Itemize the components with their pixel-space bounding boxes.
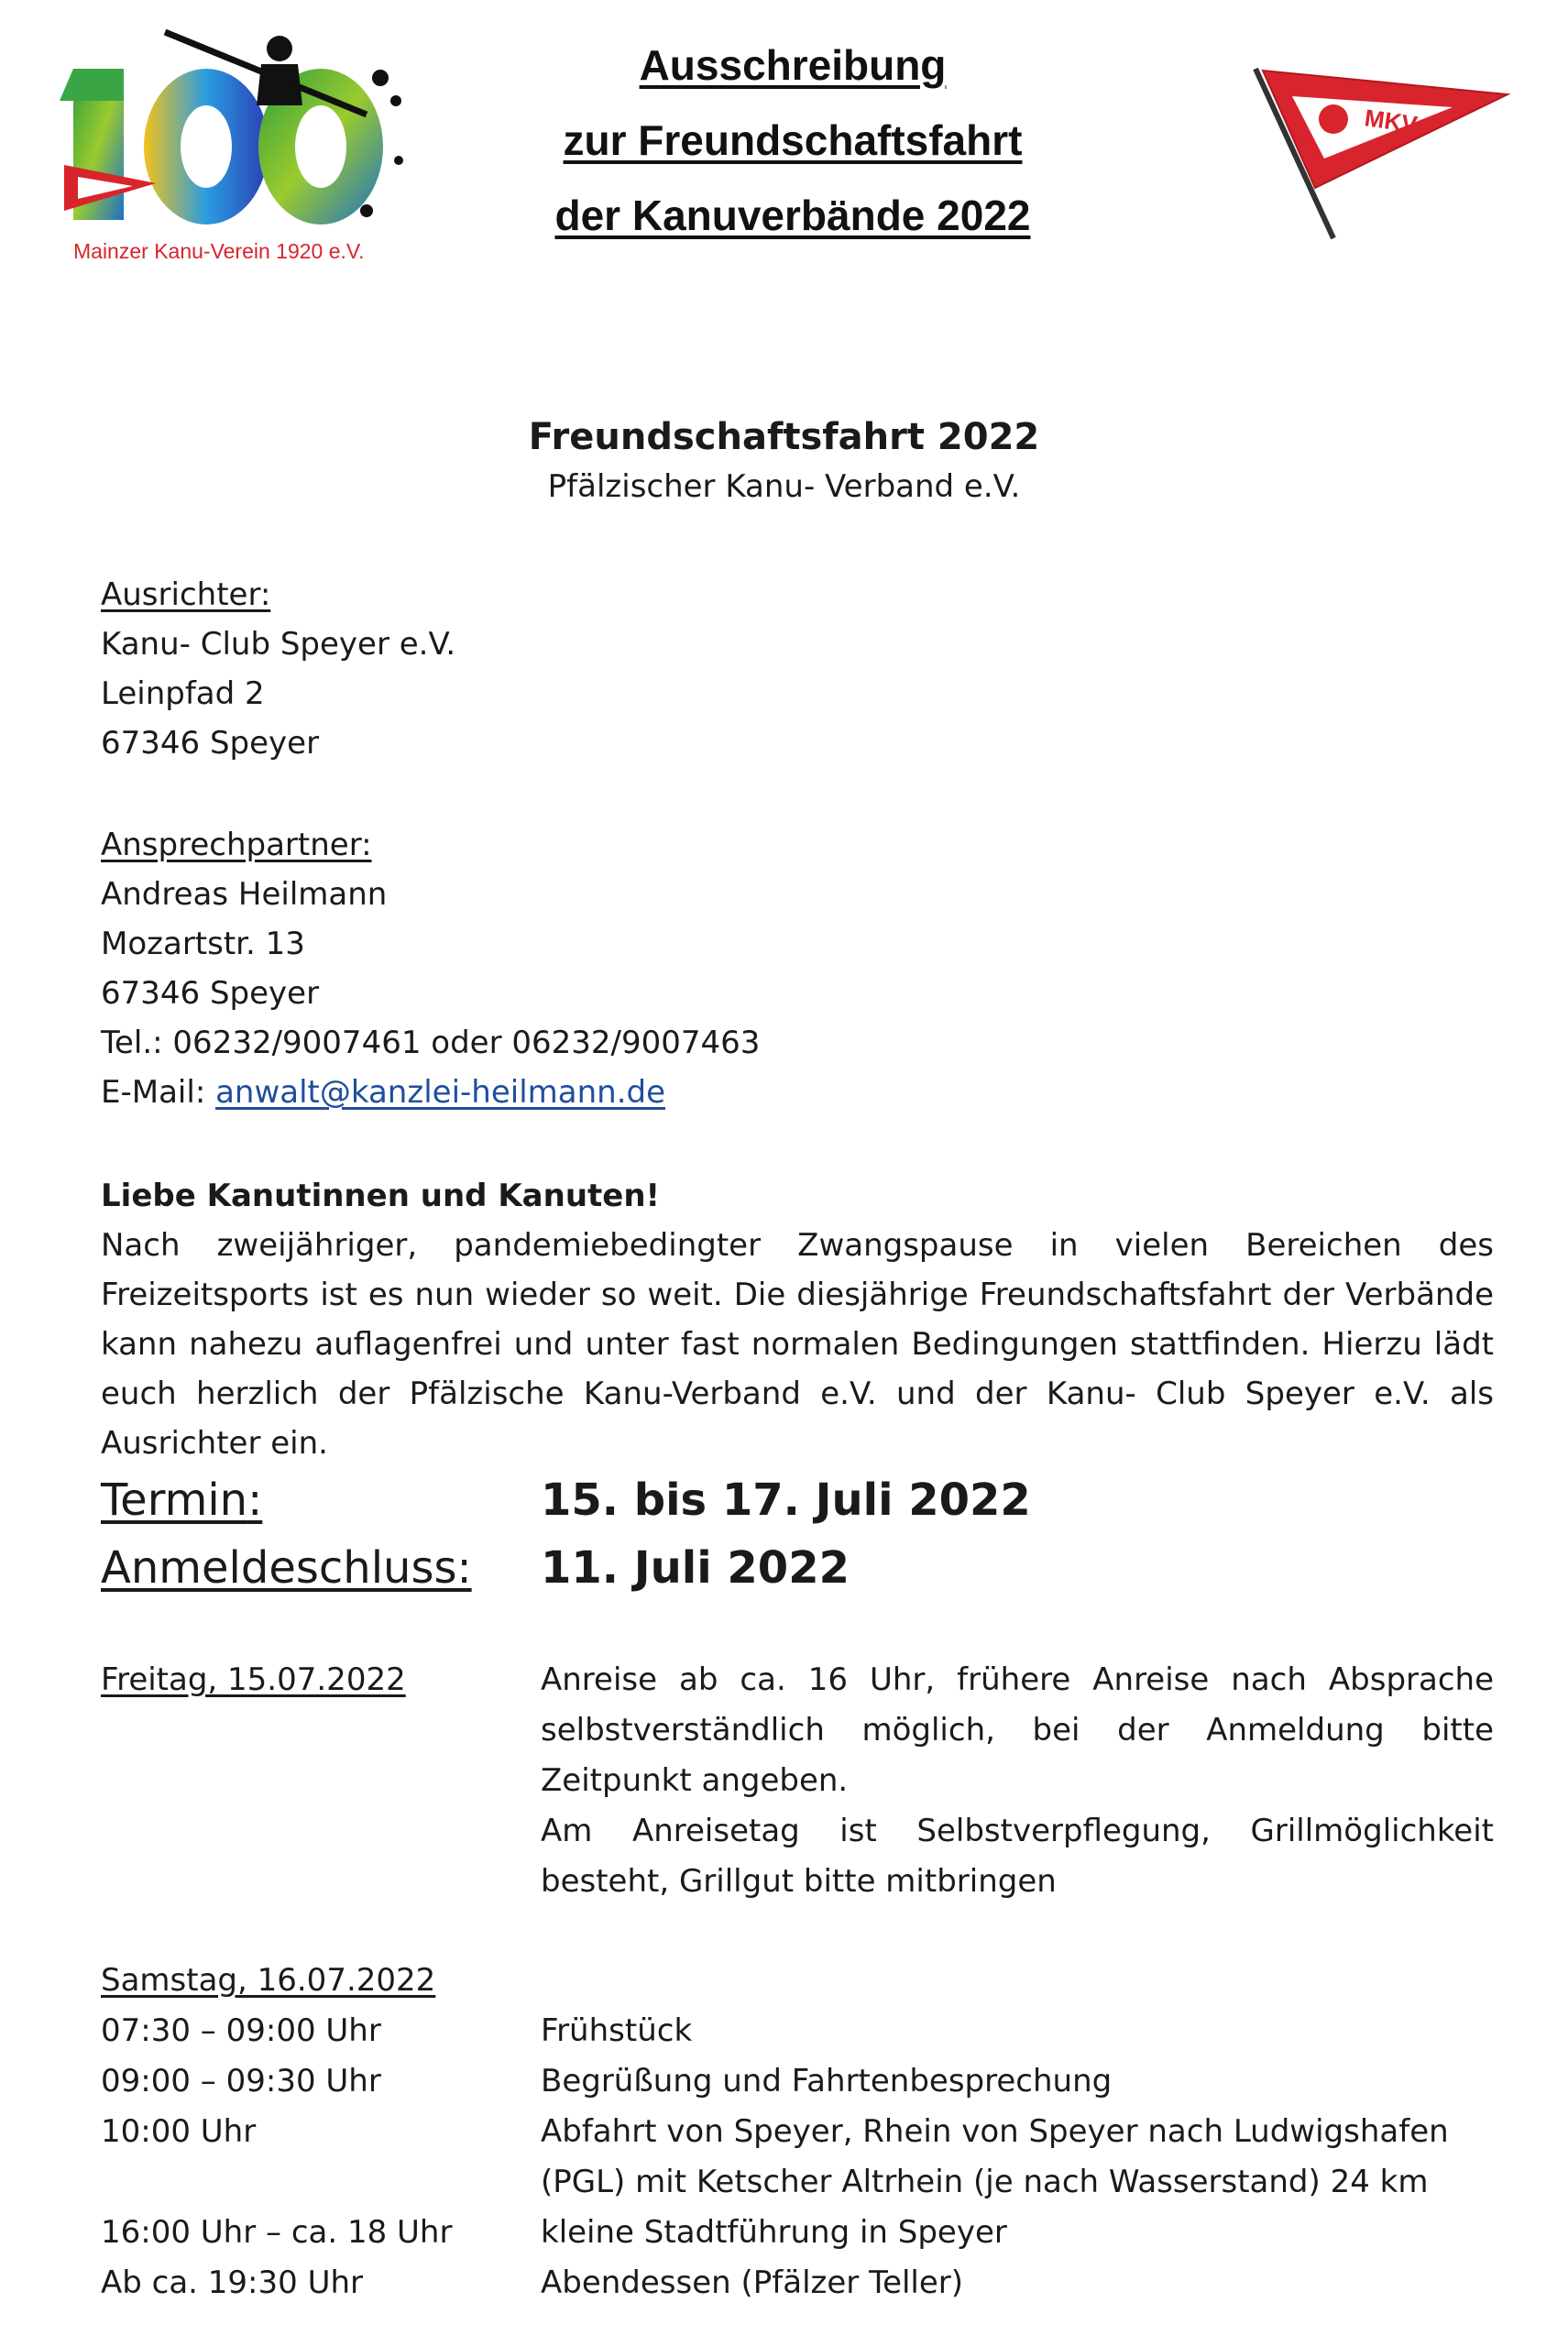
schedule-desc: Abfahrt von Speyer, Rhein von Speyer nach Ludwigshafen (PGL) mit Ketscher Altrhein (je nach Wasserstand) 24 km — [541, 2113, 1449, 2200]
anniversary-100-icon — [55, 23, 422, 270]
event-subtitle: Pfälzischer Kanu- Verband e.V. — [547, 468, 1021, 505]
saturday-section — [101, 1956, 1494, 2308]
organizer-line: 67346 Speyer — [101, 725, 320, 762]
schedule-desc: Frühstück — [541, 2012, 693, 2049]
friday-text-2: Am Anreisetag ist Selbstverpflegung, Grillmöglichkeit besteht, Grillgut bitte mitbringen — [541, 1813, 1494, 1900]
schedule-desc: Abendessen (Pfälzer Teller) — [541, 2264, 964, 2301]
schedule-row — [101, 2006, 1494, 2056]
contact-phone: Tel.: 06232/9007461 oder 06232/9007463 — [101, 1025, 761, 1061]
intro-section — [101, 1171, 1494, 1468]
termin-colon: : — [247, 1474, 263, 1526]
schedule-time: 07:30 – 09:00 Uhr — [101, 2012, 381, 2049]
document-header-title — [495, 27, 1091, 253]
schedule-row — [101, 2208, 1494, 2258]
friday-section — [101, 1655, 1494, 1907]
deadline-label: Anmeldeschluss: — [101, 1542, 472, 1594]
schedule-row — [101, 2056, 1494, 2107]
friday-heading: Freitag, 15.07.2022 — [101, 1661, 406, 1698]
schedule-desc: kleine Stadtführung in Speyer — [541, 2214, 1007, 2251]
event-heading — [0, 412, 1568, 511]
contact-section — [101, 820, 1494, 1117]
termin-label-text: Termin — [101, 1474, 248, 1526]
termin-label — [101, 1466, 262, 1534]
schedule-time: 16:00 Uhr – ca. 18 Uhr — [101, 2214, 453, 2251]
club-anniversary-logo — [55, 23, 422, 270]
friday-text-1: Anreise ab ca. 16 Uhr, frühere Anreise nach Absprache selbstverständlich möglich, bei der Anmeldung bitte Zeitpunkt angeben. — [541, 1661, 1494, 1799]
contact-heading: Ansprechpartner: — [101, 827, 372, 863]
intro-text: Nach zweijähriger, pandemiebedingter Zwangspause in vielen Bereichen des Freizeitsports ist es nun wieder so weit. Die diesjährige Freundschaftsfahrt der Verbände kann nahezu auflagenfrei und unter fast normalen Bedingungen stattfinden. Hierzu lädt euch herzlich der Pfälzische Kanu-Verband e.V. und der Kanu- Club Speyer e.V. als Ausrichter ein. — [101, 1227, 1494, 1462]
email-link[interactable]: anwalt@kanzlei-heilmann.de — [215, 1074, 666, 1111]
schedule-row — [101, 2107, 1494, 2208]
email-label: E-Mail: — [101, 1074, 216, 1111]
header-title-line-1: Ausschreibung — [639, 41, 947, 89]
termin-value: 15. bis 17. Juli 2022 — [541, 1474, 1031, 1526]
contact-line: Mozartstr. 13 — [101, 926, 305, 962]
header-title-line-3: der Kanuverbände 2022 — [554, 192, 1031, 239]
club-logo-caption: Mainzer Kanu-Verein 1920 e.V. — [73, 239, 365, 263]
schedule-time: 10:00 Uhr — [101, 2113, 257, 2150]
organizer-section — [101, 570, 1494, 768]
intro-greeting: Liebe Kanutinnen und Kanuten! — [101, 1178, 661, 1214]
schedule-time: 09:00 – 09:30 Uhr — [101, 2063, 381, 2099]
contact-line: Andreas Heilmann — [101, 876, 388, 913]
deadline-value: 11. Juli 2022 — [541, 1542, 850, 1594]
organizer-line: Leinpfad 2 — [101, 675, 265, 712]
event-title: Freundschaftsfahrt 2022 — [528, 416, 1040, 458]
organizer-heading: Ausrichter: — [101, 576, 271, 613]
mkv-pennant-logo — [1246, 50, 1521, 252]
organizer-line: Kanu- Club Speyer e.V. — [101, 626, 456, 663]
schedule-row — [101, 2258, 1494, 2308]
contact-line: 67346 Speyer — [101, 975, 320, 1012]
contact-email-row — [101, 1068, 1494, 1117]
saturday-heading: Samstag, 16.07.2022 — [101, 1962, 436, 1999]
header-title-line-2: zur Freundschaftsfahrt — [563, 116, 1023, 164]
pennant-flag-icon — [1246, 50, 1521, 252]
schedule-desc: Begrüßung und Fahrtenbesprechung — [541, 2063, 1113, 2099]
pennant-text: MKV — [1363, 104, 1420, 138]
schedule-time: Ab ca. 19:30 Uhr — [101, 2264, 363, 2301]
friday-row — [101, 1655, 1494, 1907]
